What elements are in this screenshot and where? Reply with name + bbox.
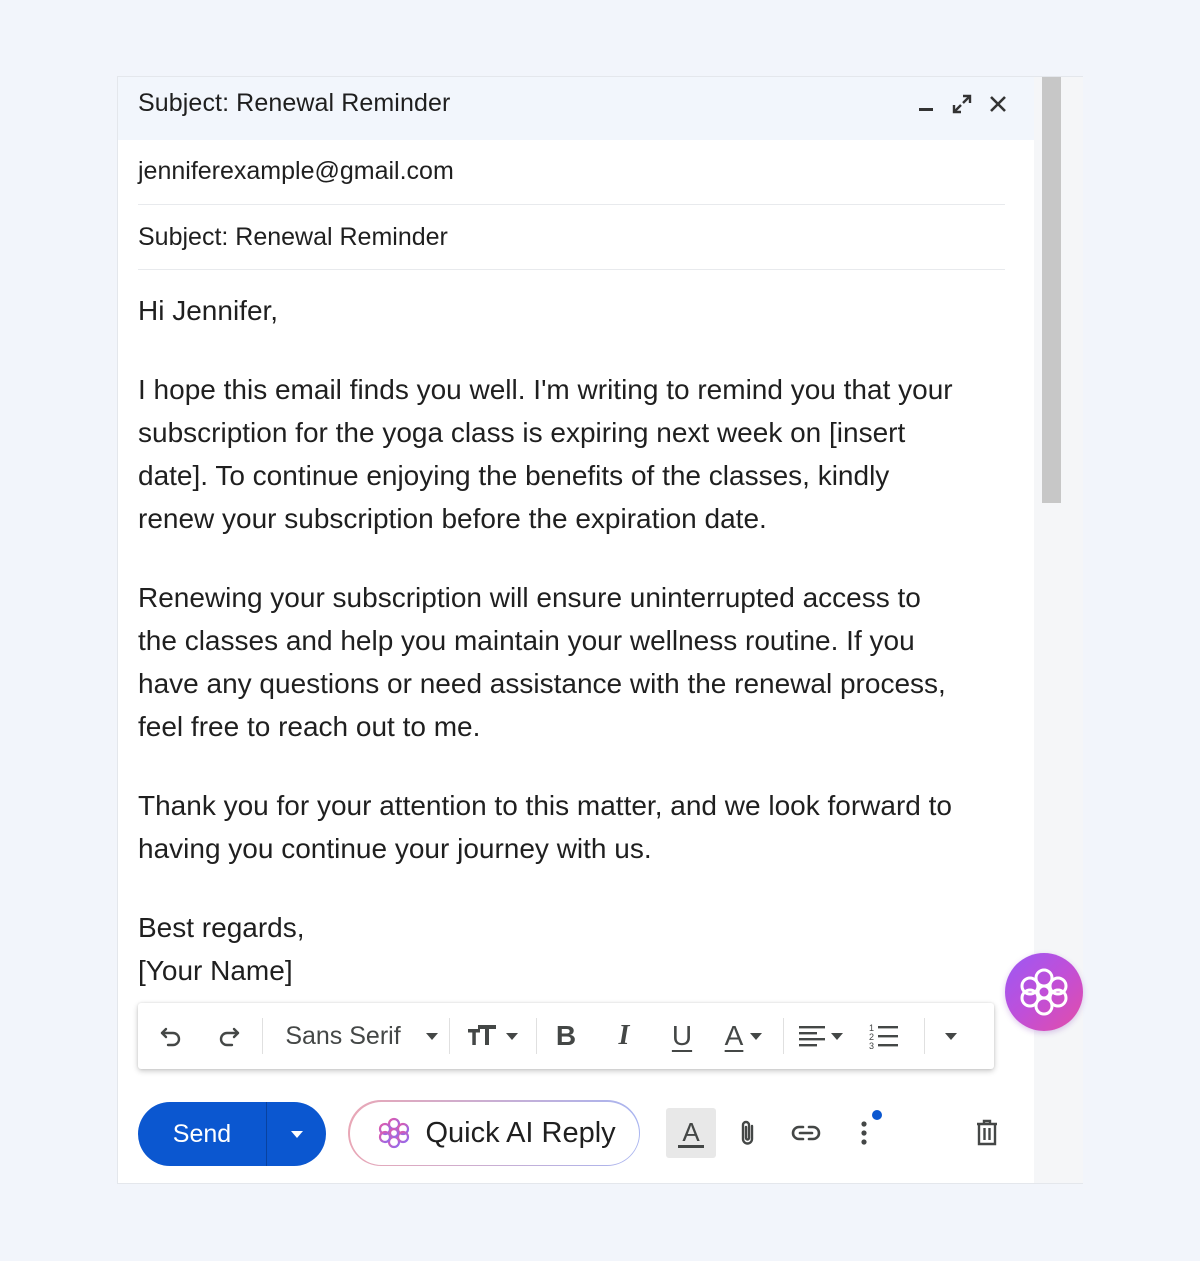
window-controls (914, 91, 1010, 117)
svg-text:1: 1 (869, 1023, 875, 1033)
body-greeting: Hi Jennifer, (138, 295, 279, 326)
body-closing: Best regards, (138, 912, 305, 943)
align-select[interactable] (784, 1016, 858, 1056)
trash-icon (975, 1119, 999, 1147)
discard-draft-button[interactable] (964, 1110, 1010, 1156)
body-line: have any questions or need assistance with the renewal process, (138, 668, 946, 699)
quick-ai-reply-label: Quick AI Reply (425, 1116, 616, 1149)
close-icon[interactable] (986, 91, 1010, 117)
formatting-toolbar (138, 1003, 994, 1069)
send-button-group (138, 1102, 326, 1166)
svg-text:3: 3 (869, 1041, 875, 1050)
paperclip-icon (735, 1118, 761, 1148)
text-color-glyph: A (724, 1020, 744, 1051)
more-formatting-button[interactable] (931, 1016, 971, 1056)
svg-text:2: 2 (869, 1032, 875, 1042)
body-line: feel free to reach out to me. (138, 711, 481, 742)
body-line: I hope this email finds you well. I'm writing to remind you that your (138, 374, 953, 405)
more-vert-icon (860, 1120, 868, 1146)
subject-value: Subject: Renewal Reminder (138, 223, 448, 251)
email-body[interactable] (138, 289, 1008, 992)
bold-button[interactable] (537, 1016, 595, 1056)
compose-actions-bar (138, 1100, 1018, 1168)
chevron-down-icon (289, 1129, 305, 1139)
underline-button[interactable] (653, 1016, 711, 1056)
numbered-list-button[interactable] (858, 1016, 910, 1056)
send-button[interactable] (138, 1102, 267, 1166)
chevron-down-icon (505, 1031, 519, 1041)
font-family-select[interactable] (263, 1016, 449, 1056)
subject-field[interactable] (138, 205, 1005, 270)
numbered-list-icon (869, 1022, 899, 1050)
chevron-down-icon (425, 1031, 439, 1041)
font-family-label: Sans Serif (285, 1021, 401, 1050)
align-left-icon (798, 1023, 826, 1049)
scrollbar-thumb[interactable] (1042, 77, 1061, 503)
body-line: renew your subscription before the expiration date. (138, 503, 767, 534)
text-format-glyph: A (678, 1119, 703, 1148)
undo-icon[interactable] (148, 1016, 194, 1056)
chevron-down-icon (944, 1031, 958, 1041)
italic-button[interactable] (595, 1016, 653, 1056)
toolbar-divider (924, 1018, 925, 1054)
text-size-select[interactable] (450, 1016, 536, 1056)
attach-file-button[interactable] (725, 1110, 771, 1156)
ai-brain-icon (1015, 963, 1073, 1021)
body-signature: [Your Name] (138, 955, 293, 986)
body-line: Renewing your subscription will ensure uninterrupted access to (138, 582, 921, 613)
compose-header (118, 77, 1034, 140)
body-line: Thank you for your attention to this matter, and we look forward to (138, 790, 952, 821)
recipient-email: jenniferexample@gmail.com (138, 157, 454, 185)
send-label: Send (172, 1119, 232, 1148)
redo-icon[interactable] (206, 1016, 252, 1056)
chevron-down-icon (749, 1031, 763, 1041)
body-line: subscription for the yoga class is expiring next week on [insert (138, 417, 906, 448)
expand-icon[interactable] (950, 91, 974, 117)
body-line: date]. To continue enjoying the benefits of the classes, kindly (138, 460, 890, 491)
formatting-options-button[interactable] (666, 1108, 716, 1158)
to-field[interactable] (138, 141, 1005, 205)
notification-dot (872, 1110, 882, 1120)
compose-window (117, 76, 1083, 1184)
window-title: Subject: Renewal Reminder (138, 89, 451, 117)
body-line: the classes and help you maintain your wellness routine. If you (138, 625, 915, 656)
underline-glyph: U (671, 1020, 693, 1051)
insert-link-button[interactable] (783, 1110, 829, 1156)
ai-assistant-button[interactable] (1005, 953, 1083, 1031)
link-icon (790, 1123, 822, 1143)
body-line: having you continue your journey with us. (138, 833, 652, 864)
ai-brain-icon (376, 1115, 412, 1151)
bold-glyph: B (555, 1020, 577, 1051)
minimize-icon[interactable] (914, 91, 938, 117)
send-options-button[interactable] (267, 1102, 326, 1166)
quick-ai-reply-button[interactable] (348, 1100, 640, 1166)
italic-glyph: I (618, 1020, 630, 1051)
quick-ai-reply-inner (350, 1102, 639, 1165)
chevron-down-icon (830, 1031, 844, 1041)
text-color-select[interactable] (711, 1016, 777, 1056)
text-size-icon (467, 1023, 501, 1049)
